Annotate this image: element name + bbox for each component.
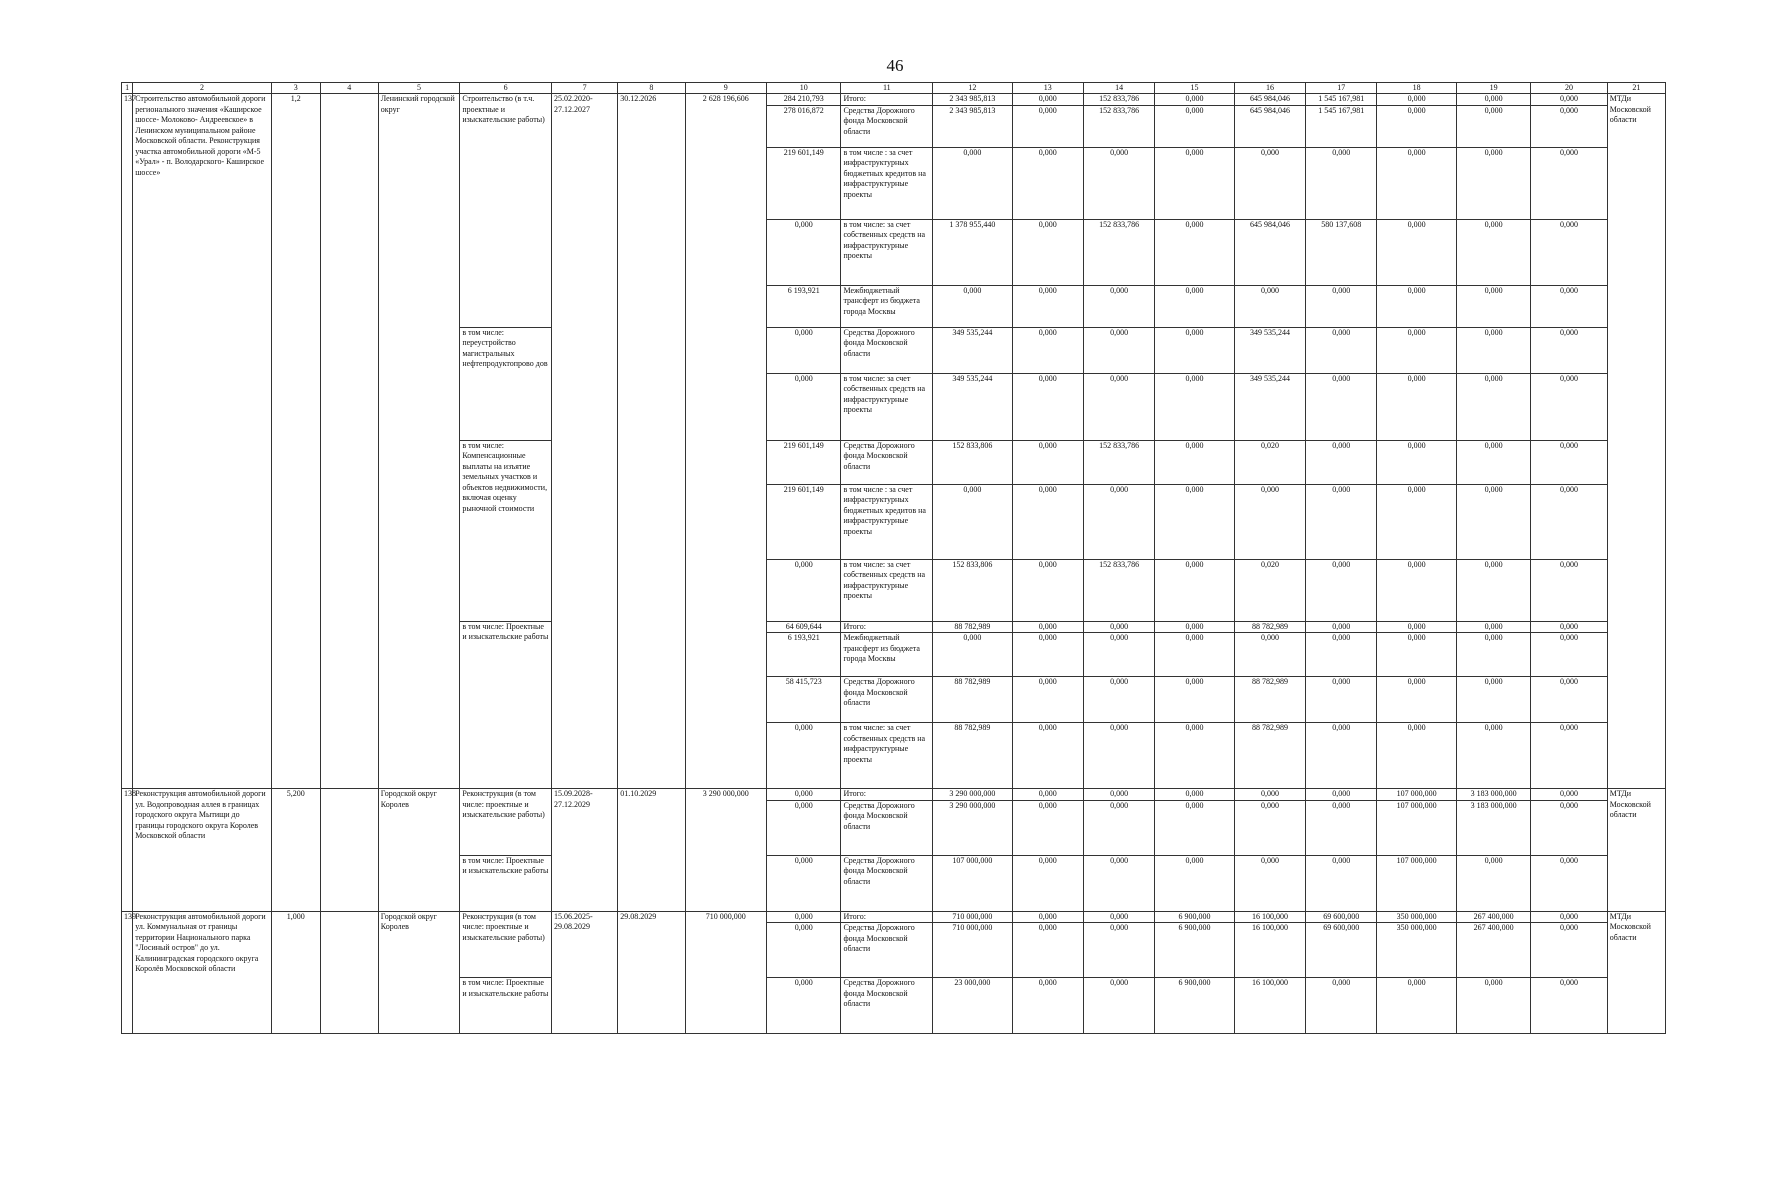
amount-cell: 0,000 xyxy=(1531,677,1607,723)
funding-source: в том числе: за счет собственных средств на инфраструктурные проекты xyxy=(841,723,933,789)
row-number: 138 xyxy=(122,789,133,912)
amount-cell: 0,000 xyxy=(1531,723,1607,789)
financed-before: 0,000 xyxy=(767,373,841,440)
amount-cell: 0,000 xyxy=(1083,789,1154,801)
amount-cell: 0,000 xyxy=(1083,147,1154,219)
amount-cell: 0,000 xyxy=(1531,147,1607,219)
amount-cell: 0,000 xyxy=(1456,677,1530,723)
amount-cell: 0,000 xyxy=(1377,633,1456,677)
table-row xyxy=(122,911,1666,923)
col-4-cell xyxy=(320,789,378,912)
amount-cell: 0,000 xyxy=(1012,789,1083,801)
amount-cell: 0,000 xyxy=(1306,440,1377,484)
funding-source: Средства Дорожного фонда Московской области xyxy=(841,677,933,723)
object-name: Реконструкция автомобильной дороги ул. Коммунальная от границы территории Национального парка "Лосиный остров" до ул. Калининградская городского округа Королёв Московской области xyxy=(133,911,272,1034)
amount-cell: 0,000 xyxy=(1377,373,1456,440)
municipality: Ленинский городской округ xyxy=(378,94,460,789)
amount-cell: 0,000 xyxy=(1012,559,1083,621)
amount-cell: 0,000 xyxy=(1456,723,1530,789)
amount-cell: 0,000 xyxy=(1531,978,1607,1034)
financed-before: 0,000 xyxy=(767,327,841,373)
amount-cell: 0,000 xyxy=(1012,285,1083,327)
table-row xyxy=(122,94,1666,106)
amount-cell: 0,000 xyxy=(1531,911,1607,923)
amount-cell: 6 900,000 xyxy=(1155,911,1234,923)
work-type: Строительство (в т.ч. проектные и изыскательские работы) xyxy=(460,94,552,328)
amount-cell: 2 343 985,813 xyxy=(933,105,1012,147)
amount-cell: 0,000 xyxy=(1306,484,1377,559)
amount-cell: 0,000 xyxy=(1012,855,1083,911)
amount-cell: 0,000 xyxy=(1377,105,1456,147)
amount-cell: 0,000 xyxy=(1456,94,1530,106)
amount-cell: 0,000 xyxy=(1155,723,1234,789)
amount-cell: 1 378 955,440 xyxy=(933,219,1012,285)
amount-cell: 0,000 xyxy=(1155,440,1234,484)
amount-cell: 16 100,000 xyxy=(1234,911,1305,923)
financed-before: 219 601,149 xyxy=(767,484,841,559)
financed-before: 0,000 xyxy=(767,911,841,923)
amount-cell: 152 833,786 xyxy=(1083,219,1154,285)
work-type: в том числе: Проектные и изыскательские работы xyxy=(460,855,552,911)
row-number: 139 xyxy=(122,911,133,1034)
amount-cell: 88 782,989 xyxy=(1234,677,1305,723)
amount-cell: 0,000 xyxy=(933,633,1012,677)
financed-before: 219 601,149 xyxy=(767,440,841,484)
amount-cell: 0,000 xyxy=(1306,621,1377,633)
amount-cell: 0,000 xyxy=(1155,147,1234,219)
amount-cell: 0,000 xyxy=(1456,327,1530,373)
amount-cell: 3 183 000,000 xyxy=(1456,800,1530,855)
amount-cell: 0,000 xyxy=(1531,105,1607,147)
amount-cell: 0,000 xyxy=(1456,440,1530,484)
col-num: 4 xyxy=(320,83,378,94)
customer: МТДи Московской области xyxy=(1607,94,1665,789)
amount-cell: 0,000 xyxy=(933,285,1012,327)
amount-cell: 0,000 xyxy=(1531,923,1607,978)
amount-cell: 0,000 xyxy=(1155,621,1234,633)
col-num: 21 xyxy=(1607,83,1665,94)
amount-cell: 6 900,000 xyxy=(1155,978,1234,1034)
amount-cell: 350 000,000 xyxy=(1377,911,1456,923)
funding-source: Итого: xyxy=(841,621,933,633)
financed-before: 219 601,149 xyxy=(767,147,841,219)
amount-cell: 0,000 xyxy=(1012,105,1083,147)
col-num: 3 xyxy=(271,83,320,94)
estimated-cost: 710 000,000 xyxy=(685,911,767,1034)
amount-cell: 0,000 xyxy=(1306,978,1377,1034)
amount-cell: 0,000 xyxy=(1083,800,1154,855)
amount-cell: 0,000 xyxy=(1377,285,1456,327)
amount-cell: 0,000 xyxy=(1456,621,1530,633)
amount-cell: 107 000,000 xyxy=(1377,789,1456,801)
capacity: 5,200 xyxy=(271,789,320,912)
financed-before: 58 415,723 xyxy=(767,677,841,723)
amount-cell: 0,000 xyxy=(1306,800,1377,855)
page-number: 46 xyxy=(886,56,904,75)
amount-cell: 0,000 xyxy=(1012,621,1083,633)
amount-cell: 0,000 xyxy=(1531,440,1607,484)
amount-cell: 0,000 xyxy=(933,484,1012,559)
work-period: 15.09.2028- 27.12.2029 xyxy=(552,789,618,912)
amount-cell: 88 782,989 xyxy=(1234,621,1305,633)
amount-cell: 0,000 xyxy=(1306,677,1377,723)
col-num: 5 xyxy=(378,83,460,94)
amount-cell: 0,000 xyxy=(1531,559,1607,621)
amount-cell: 0,000 xyxy=(1012,147,1083,219)
amount-cell: 0,000 xyxy=(1083,677,1154,723)
amount-cell: 0,000 xyxy=(1306,373,1377,440)
column-number-row xyxy=(122,83,1666,94)
amount-cell: 3 183 000,000 xyxy=(1456,789,1530,801)
funding-source: в том числе : за счет инфраструктурных бюджетных кредитов на инфраструктурные проекты xyxy=(841,484,933,559)
amount-cell: 0,000 xyxy=(1083,923,1154,978)
amount-cell: 0,000 xyxy=(1531,94,1607,106)
amount-cell: 0,000 xyxy=(1531,285,1607,327)
work-type: Реконструкция (в том числе: проектные и изыскательские работы) xyxy=(460,911,552,978)
financed-before: 6 193,921 xyxy=(767,285,841,327)
row-number: 137 xyxy=(122,94,133,789)
amount-cell: 0,000 xyxy=(1377,327,1456,373)
funding-source: Межбюджетный трансферт из бюджета города Москвы xyxy=(841,285,933,327)
financed-before: 284 210,793 xyxy=(767,94,841,106)
amount-cell: 0,000 xyxy=(1155,800,1234,855)
amount-cell: 0,000 xyxy=(1155,484,1234,559)
amount-cell: 0,000 xyxy=(1012,923,1083,978)
amount-cell: 0,000 xyxy=(1234,147,1305,219)
amount-cell: 0,020 xyxy=(1234,559,1305,621)
amount-cell: 152 833,806 xyxy=(933,440,1012,484)
col-num: 7 xyxy=(552,83,618,94)
table-row xyxy=(122,789,1666,801)
work-type: в том числе: Проектные и изыскательские работы xyxy=(460,978,552,1034)
financed-before: 0,000 xyxy=(767,978,841,1034)
financed-before: 6 193,921 xyxy=(767,633,841,677)
amount-cell: 0,000 xyxy=(1531,219,1607,285)
amount-cell: 0,000 xyxy=(1531,484,1607,559)
amount-cell: 0,000 xyxy=(1083,855,1154,911)
amount-cell: 0,000 xyxy=(1083,285,1154,327)
amount-cell: 0,000 xyxy=(1456,978,1530,1034)
amount-cell: 0,000 xyxy=(1083,484,1154,559)
funding-source: в том числе : за счет инфраструктурных бюджетных кредитов на инфраструктурные проекты xyxy=(841,147,933,219)
amount-cell: 0,000 xyxy=(1155,373,1234,440)
funding-source: Средства Дорожного фонда Московской области xyxy=(841,440,933,484)
amount-cell: 0,000 xyxy=(1234,855,1305,911)
amount-cell: 267 400,000 xyxy=(1456,911,1530,923)
commission-date: 30.12.2026 xyxy=(618,94,685,789)
col-num: 18 xyxy=(1377,83,1456,94)
amount-cell: 0,000 xyxy=(1012,633,1083,677)
amount-cell: 349 535,244 xyxy=(1234,373,1305,440)
amount-cell: 152 833,786 xyxy=(1083,105,1154,147)
amount-cell: 88 782,989 xyxy=(933,621,1012,633)
amount-cell: 23 000,000 xyxy=(933,978,1012,1034)
work-type: Реконструкция (в том числе: проектные и изыскательские работы) xyxy=(460,789,552,856)
amount-cell: 6 900,000 xyxy=(1155,923,1234,978)
work-period: 25.02.2020- 27.12.2027 xyxy=(552,94,618,789)
amount-cell: 0,000 xyxy=(1306,559,1377,621)
funding-source: Средства Дорожного фонда Московской области xyxy=(841,800,933,855)
amount-cell: 580 137,608 xyxy=(1306,219,1377,285)
amount-cell: 0,000 xyxy=(1012,440,1083,484)
col-num: 14 xyxy=(1083,83,1154,94)
amount-cell: 0,000 xyxy=(1083,633,1154,677)
amount-cell: 0,000 xyxy=(1012,677,1083,723)
funding-source: Средства Дорожного фонда Московской области xyxy=(841,855,933,911)
amount-cell: 0,000 xyxy=(1012,373,1083,440)
amount-cell: 0,000 xyxy=(1083,621,1154,633)
work-period: 15.06.2025- 29.08.2029 xyxy=(552,911,618,1034)
amount-cell: 0,000 xyxy=(1456,559,1530,621)
amount-cell: 0,000 xyxy=(1083,723,1154,789)
amount-cell: 0,000 xyxy=(1531,789,1607,801)
estimated-cost: 3 290 000,000 xyxy=(685,789,767,912)
financed-before: 0,000 xyxy=(767,789,841,801)
amount-cell: 152 833,786 xyxy=(1083,559,1154,621)
customer: МТДи Московской области xyxy=(1607,911,1665,1034)
col-num: 16 xyxy=(1234,83,1305,94)
col-4-cell xyxy=(320,911,378,1034)
amount-cell: 0,000 xyxy=(1531,621,1607,633)
financed-before: 278 016,872 xyxy=(767,105,841,147)
col-num: 9 xyxy=(685,83,767,94)
funding-source: Средства Дорожного фонда Московской области xyxy=(841,327,933,373)
amount-cell: 0,000 xyxy=(1155,789,1234,801)
funding-source: Средства Дорожного фонда Московской области xyxy=(841,978,933,1034)
col-num: 2 xyxy=(133,83,272,94)
object-name: Строительство автомобильной дороги регионального значения «Каширское шоссе- Молоково- Андреевское» в Ленинском муниципальном районе Московской области. Реконструкция участка автомобильной дороги «М-5 «Урал» - п. Володарского- Каширское шоссе» xyxy=(133,94,272,789)
col-num: 10 xyxy=(767,83,841,94)
financed-before: 0,000 xyxy=(767,923,841,978)
financed-before: 0,000 xyxy=(767,723,841,789)
amount-cell: 88 782,989 xyxy=(933,677,1012,723)
amount-cell: 88 782,989 xyxy=(933,723,1012,789)
amount-cell: 152 833,806 xyxy=(933,559,1012,621)
amount-cell: 349 535,244 xyxy=(933,373,1012,440)
amount-cell: 0,000 xyxy=(1377,621,1456,633)
financed-before: 0,000 xyxy=(767,855,841,911)
amount-cell: 0,000 xyxy=(1012,484,1083,559)
amount-cell: 0,000 xyxy=(1306,327,1377,373)
amount-cell: 0,000 xyxy=(1377,219,1456,285)
amount-cell: 645 984,046 xyxy=(1234,105,1305,147)
amount-cell: 0,000 xyxy=(1306,723,1377,789)
amount-cell: 0,000 xyxy=(1377,677,1456,723)
amount-cell: 88 782,989 xyxy=(1234,723,1305,789)
amount-cell: 0,000 xyxy=(1531,327,1607,373)
amount-cell: 0,000 xyxy=(1083,373,1154,440)
amount-cell: 0,000 xyxy=(1377,978,1456,1034)
col-num: 17 xyxy=(1306,83,1377,94)
col-num: 20 xyxy=(1531,83,1607,94)
amount-cell: 16 100,000 xyxy=(1234,923,1305,978)
funding-source: Средства Дорожного фонда Московской области xyxy=(841,105,933,147)
amount-cell: 350 000,000 xyxy=(1377,923,1456,978)
amount-cell: 0,000 xyxy=(1306,633,1377,677)
amount-cell: 3 290 000,000 xyxy=(933,789,1012,801)
amount-cell: 0,000 xyxy=(1456,105,1530,147)
funding-source: в том числе: за счет собственных средств на инфраструктурные проекты xyxy=(841,219,933,285)
funding-source: Итого: xyxy=(841,911,933,923)
amount-cell: 349 535,244 xyxy=(1234,327,1305,373)
col-num: 19 xyxy=(1456,83,1530,94)
funding-source: Итого: xyxy=(841,789,933,801)
amount-cell: 107 000,000 xyxy=(933,855,1012,911)
amount-cell: 152 833,786 xyxy=(1083,440,1154,484)
amount-cell: 0,000 xyxy=(1531,800,1607,855)
amount-cell: 0,000 xyxy=(1083,327,1154,373)
amount-cell: 0,000 xyxy=(1456,484,1530,559)
amount-cell: 107 000,000 xyxy=(1377,800,1456,855)
amount-cell: 0,000 xyxy=(1531,373,1607,440)
amount-cell: 2 343 985,813 xyxy=(933,94,1012,106)
amount-cell: 0,000 xyxy=(1155,855,1234,911)
work-type: в том числе: Проектные и изыскательские работы xyxy=(460,621,552,789)
amount-cell: 0,000 xyxy=(1456,855,1530,911)
amount-cell: 0,000 xyxy=(1234,484,1305,559)
amount-cell: 710 000,000 xyxy=(933,923,1012,978)
amount-cell: 0,000 xyxy=(1083,978,1154,1034)
commission-date: 29.08.2029 xyxy=(618,911,685,1034)
amount-cell: 0,000 xyxy=(1083,911,1154,923)
financed-before: 64 609,644 xyxy=(767,621,841,633)
municipality: Городской округ Королев xyxy=(378,789,460,912)
amount-cell: 0,000 xyxy=(1012,94,1083,106)
amount-cell: 0,000 xyxy=(1377,484,1456,559)
amount-cell: 0,000 xyxy=(1155,327,1234,373)
amount-cell: 0,000 xyxy=(933,147,1012,219)
amount-cell: 645 984,046 xyxy=(1234,94,1305,106)
amount-cell: 1 545 167,981 xyxy=(1306,94,1377,106)
amount-cell: 152 833,786 xyxy=(1083,94,1154,106)
financed-before: 0,000 xyxy=(767,800,841,855)
col-num: 6 xyxy=(460,83,552,94)
amount-cell: 0,000 xyxy=(1377,723,1456,789)
funding-source: в том числе: за счет собственных средств на инфраструктурные проекты xyxy=(841,559,933,621)
amount-cell: 0,000 xyxy=(1012,911,1083,923)
customer: МТДи Московской области xyxy=(1607,789,1665,912)
amount-cell: 0,000 xyxy=(1234,800,1305,855)
amount-cell: 0,000 xyxy=(1306,285,1377,327)
budget-table xyxy=(121,82,1666,1034)
amount-cell: 69 600,000 xyxy=(1306,923,1377,978)
amount-cell: 0,020 xyxy=(1234,440,1305,484)
amount-cell: 0,000 xyxy=(1456,285,1530,327)
amount-cell: 0,000 xyxy=(1456,633,1530,677)
municipality: Городской округ Королев xyxy=(378,911,460,1034)
amount-cell: 0,000 xyxy=(1456,373,1530,440)
funding-source: Итого: xyxy=(841,94,933,106)
amount-cell: 0,000 xyxy=(1306,855,1377,911)
amount-cell: 0,000 xyxy=(1155,633,1234,677)
capacity: 1,000 xyxy=(271,911,320,1034)
amount-cell: 267 400,000 xyxy=(1456,923,1530,978)
amount-cell: 0,000 xyxy=(1234,789,1305,801)
amount-cell: 0,000 xyxy=(1012,978,1083,1034)
amount-cell: 0,000 xyxy=(1377,147,1456,219)
amount-cell: 16 100,000 xyxy=(1234,978,1305,1034)
funding-source: Средства Дорожного фонда Московской области xyxy=(841,923,933,978)
financed-before: 0,000 xyxy=(767,559,841,621)
funding-source: Межбюджетный трансферт из бюджета города Москвы xyxy=(841,633,933,677)
amount-cell: 0,000 xyxy=(1155,105,1234,147)
amount-cell: 0,000 xyxy=(1377,94,1456,106)
amount-cell: 0,000 xyxy=(1306,789,1377,801)
amount-cell: 0,000 xyxy=(1155,219,1234,285)
commission-date: 01.10.2029 xyxy=(618,789,685,912)
amount-cell: 1 545 167,981 xyxy=(1306,105,1377,147)
amount-cell: 0,000 xyxy=(1531,855,1607,911)
object-name: Реконструкция автомобильной дороги ул. Водопроводная аллея в границах городского округа Мытищи до границы городского округа Королев Московской области xyxy=(133,789,272,912)
amount-cell: 349 535,244 xyxy=(933,327,1012,373)
amount-cell: 0,000 xyxy=(1012,327,1083,373)
amount-cell: 0,000 xyxy=(1234,285,1305,327)
amount-cell: 0,000 xyxy=(1155,559,1234,621)
amount-cell: 69 600,000 xyxy=(1306,911,1377,923)
amount-cell: 0,000 xyxy=(1155,285,1234,327)
work-type: в том числе: Компенсационные выплаты на изъятие земельных участков и объектов недвижимости, включая оценку рыночной стоимости xyxy=(460,440,552,621)
amount-cell: 0,000 xyxy=(1234,633,1305,677)
amount-cell: 645 984,046 xyxy=(1234,219,1305,285)
amount-cell: 0,000 xyxy=(1456,147,1530,219)
amount-cell: 3 290 000,000 xyxy=(933,800,1012,855)
amount-cell: 0,000 xyxy=(1155,677,1234,723)
amount-cell: 0,000 xyxy=(1012,800,1083,855)
amount-cell: 107 000,000 xyxy=(1377,855,1456,911)
work-type: в том числе: переустройство магистральных нефтепродуктопрово дов xyxy=(460,327,552,440)
col-num: 11 xyxy=(841,83,933,94)
col-num: 13 xyxy=(1012,83,1083,94)
col-num: 12 xyxy=(933,83,1012,94)
amount-cell: 0,000 xyxy=(1531,633,1607,677)
amount-cell: 0,000 xyxy=(1012,219,1083,285)
col-num: 1 xyxy=(122,83,133,94)
amount-cell: 0,000 xyxy=(1306,147,1377,219)
amount-cell: 0,000 xyxy=(1012,723,1083,789)
amount-cell: 0,000 xyxy=(1377,559,1456,621)
amount-cell: 0,000 xyxy=(1377,440,1456,484)
estimated-cost: 2 628 196,606 xyxy=(685,94,767,789)
col-4-cell xyxy=(320,94,378,789)
amount-cell: 0,000 xyxy=(1155,94,1234,106)
amount-cell: 710 000,000 xyxy=(933,911,1012,923)
funding-source: в том числе: за счет собственных средств на инфраструктурные проекты xyxy=(841,373,933,440)
capacity: 1,2 xyxy=(271,94,320,789)
col-num: 8 xyxy=(618,83,685,94)
col-num: 15 xyxy=(1155,83,1234,94)
financed-before: 0,000 xyxy=(767,219,841,285)
amount-cell: 0,000 xyxy=(1456,219,1530,285)
